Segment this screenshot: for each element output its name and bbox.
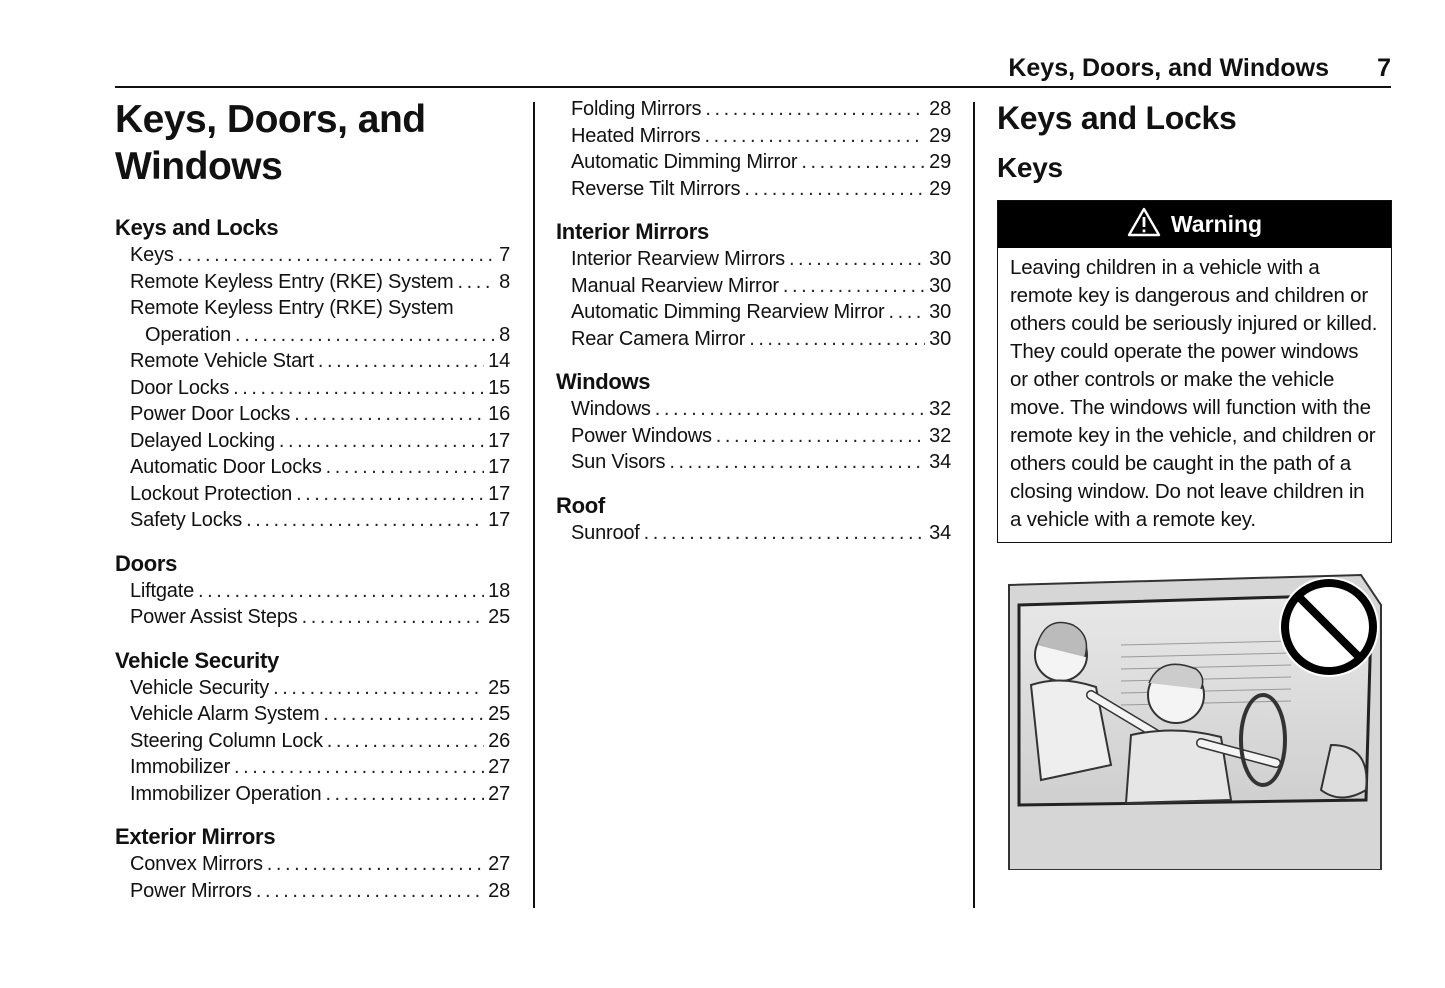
toc-entry-label: Safety Locks <box>130 509 243 531</box>
toc-entry[interactable] <box>556 423 951 450</box>
toc-entry[interactable] <box>556 326 951 353</box>
toc-entry-page: 29 <box>929 151 951 173</box>
toc-entry-label: Immobilizer Operation <box>130 782 322 805</box>
toc-entry-page: 7 <box>499 244 510 266</box>
dot-leader <box>233 375 484 402</box>
dot-leader <box>327 728 484 755</box>
toc-entry-label: Lockout Protection <box>130 482 293 505</box>
toc-entry[interactable] <box>115 269 510 296</box>
dot-leader <box>325 781 484 808</box>
toc-section-heading: Keys and Locks <box>115 215 279 240</box>
dot-leader <box>323 701 484 728</box>
toc-entry[interactable] <box>556 520 951 547</box>
toc-entry-label: Rear Camera Mirror <box>571 327 746 350</box>
children-in-vehicle-prohibited-illustration <box>1001 565 1391 870</box>
toc-entry-page: 14 <box>488 350 510 372</box>
toc-entry-page: 27 <box>488 853 510 875</box>
toc-entry-label: Immobilizer <box>130 756 231 778</box>
dot-leader <box>644 520 925 547</box>
toc-entry-label: Remote Vehicle Start <box>130 350 314 372</box>
toc-entry-label: Liftgate <box>130 579 195 602</box>
dot-leader <box>704 123 925 150</box>
toc-section <box>556 492 951 547</box>
toc-entry-label: Steering Column Lock <box>130 729 323 752</box>
toc-entry[interactable] <box>556 299 951 326</box>
toc-entry-label: Power Windows <box>571 424 712 447</box>
toc-entry-label: Vehicle Security <box>130 676 270 699</box>
toc-section-heading: Roof <box>556 492 605 518</box>
toc-entry-page: 17 <box>488 429 510 452</box>
running-header-title: Keys, Doors, and Windows <box>1008 54 1329 82</box>
toc-entry[interactable] <box>556 149 951 176</box>
toc-entry[interactable] <box>115 675 510 702</box>
toc-entry[interactable] <box>115 348 510 375</box>
toc-entry-page: 16 <box>488 403 510 425</box>
toc-entry-page: 25 <box>488 676 510 699</box>
toc-entry[interactable] <box>115 728 510 755</box>
toc-entry[interactable] <box>556 449 951 476</box>
table-of-contents <box>115 214 510 904</box>
dot-leader <box>705 96 925 123</box>
toc-entry-page: 18 <box>488 579 510 602</box>
toc-section <box>115 647 510 808</box>
toc-section <box>115 823 510 904</box>
toc-entry-page: 29 <box>929 177 951 200</box>
toc-entry[interactable] <box>115 242 510 269</box>
toc-entry-label: Sunroof <box>571 521 640 544</box>
dot-leader <box>246 507 484 534</box>
dot-leader <box>458 269 496 296</box>
toc-entry-page: 30 <box>929 327 951 350</box>
toc-entry-page: 17 <box>488 456 510 478</box>
toc-entry-label: Folding Mirrors <box>571 98 702 120</box>
toc-entry-label: Windows <box>571 398 651 420</box>
section-heading: Keys and Locks <box>997 100 1237 136</box>
toc-entry-label: Automatic Dimming Mirror <box>571 151 798 173</box>
toc-entry-label: Operation <box>145 323 232 346</box>
toc-entry[interactable] <box>115 701 510 728</box>
dot-leader <box>716 423 925 450</box>
toc-column-1 <box>115 96 510 920</box>
dot-leader <box>235 322 495 349</box>
toc-entry[interactable] <box>556 96 951 123</box>
toc-section-heading: Vehicle Security <box>115 647 279 673</box>
toc-entry[interactable] <box>115 754 510 781</box>
table-of-contents <box>556 96 951 546</box>
toc-entry[interactable] <box>115 781 510 808</box>
toc-entry-label: Manual Rearview Mirror <box>571 274 779 297</box>
warning-box <box>997 200 1392 543</box>
toc-entry-label: Door Locks <box>130 376 230 399</box>
chapter-title-line: Windows <box>115 145 283 188</box>
toc-entry-page: 28 <box>488 879 510 902</box>
toc-entry[interactable] <box>115 851 510 878</box>
toc-entry[interactable] <box>115 428 510 455</box>
content-column <box>997 96 1392 543</box>
toc-entry[interactable] <box>115 454 510 481</box>
toc-entry-label: Convex Mirrors <box>130 853 263 875</box>
toc-column-2 <box>556 96 951 562</box>
column-divider <box>533 102 535 908</box>
dot-leader <box>744 176 925 203</box>
dot-leader <box>326 454 485 481</box>
toc-section <box>556 96 951 202</box>
toc-section-heading: Doors <box>115 550 178 576</box>
toc-entry-label: Power Assist Steps <box>130 606 298 628</box>
toc-entry-label: Power Door Locks <box>130 403 291 425</box>
toc-entry[interactable] <box>115 322 510 349</box>
dot-leader <box>178 242 495 269</box>
dot-leader <box>749 326 925 353</box>
page-header <box>115 52 1391 88</box>
toc-entry[interactable] <box>556 273 951 300</box>
toc-section <box>556 368 951 476</box>
toc-entry[interactable] <box>556 176 951 203</box>
toc-entry-page: 29 <box>929 124 951 147</box>
page-number: 7 <box>1377 54 1391 82</box>
toc-entry-page: 17 <box>488 482 510 505</box>
toc-entry-page: 17 <box>488 509 510 531</box>
dot-leader <box>669 449 925 476</box>
toc-entry[interactable] <box>556 396 951 423</box>
toc-entry-page: 30 <box>929 274 951 297</box>
toc-entry[interactable] <box>115 507 510 534</box>
toc-entry-page: 15 <box>488 376 510 399</box>
toc-entry-label: Automatic Door Locks <box>130 456 322 478</box>
toc-entry[interactable] <box>115 401 510 428</box>
toc-entry-label: Keys <box>130 244 174 266</box>
warning-triangle-icon <box>1127 207 1161 243</box>
dot-leader <box>267 851 484 878</box>
dot-leader <box>234 754 484 781</box>
toc-entry-page: 25 <box>488 606 510 628</box>
toc-entry[interactable] <box>556 246 951 273</box>
dot-leader <box>273 675 484 702</box>
toc-entry[interactable] <box>115 578 510 605</box>
toc-section-heading: Interior Mirrors <box>556 219 709 244</box>
dot-leader <box>256 878 484 905</box>
dot-leader <box>655 396 925 423</box>
toc-entry-page: 25 <box>488 703 510 725</box>
toc-entry-label: Automatic Dimming Rearview Mirror <box>571 301 885 323</box>
toc-section-heading: Windows <box>556 369 651 394</box>
toc-entry-label: Sun Visors <box>571 451 666 473</box>
dot-leader <box>801 149 925 176</box>
warning-label: Warning <box>1170 211 1263 237</box>
toc-entry-page: 8 <box>499 270 510 293</box>
toc-entry[interactable] <box>115 878 510 905</box>
dot-leader <box>279 428 484 455</box>
toc-entry-page: 30 <box>929 301 951 323</box>
toc-section <box>115 550 510 631</box>
toc-entry-page: 32 <box>929 398 951 420</box>
toc-entry-page: 32 <box>929 424 951 447</box>
toc-entry[interactable] <box>556 123 951 150</box>
toc-entry-page: 27 <box>488 756 510 778</box>
toc-entry-page: 28 <box>929 98 951 120</box>
subsection-heading: Keys <box>997 152 1063 183</box>
toc-entry[interactable] <box>115 295 510 322</box>
chapter-title <box>115 96 510 190</box>
warning-text: Leaving children in a vehicle with a remote key is dangerous and children or others could be seriously injured or killed. They could operate the power windows or other controls or make the vehicle move. The windows will function with the remote key in the vehicle, and children or others could be caught in the path of a closing window. Do not leave children in a vehicle with a remote key. <box>1010 256 1378 531</box>
toc-entry-label: Vehicle Alarm System <box>130 703 320 725</box>
toc-entry[interactable] <box>115 375 510 402</box>
toc-entry[interactable] <box>115 481 510 508</box>
column-divider <box>973 102 975 908</box>
toc-section <box>115 214 510 534</box>
dot-leader <box>198 578 484 605</box>
toc-entry-label: Reverse Tilt Mirrors <box>571 177 741 200</box>
dot-leader <box>302 604 485 631</box>
toc-entry-label: Interior Rearview Mirrors <box>571 248 785 270</box>
chapter-title-line: Keys, Doors, and <box>115 98 426 141</box>
toc-section-heading: Exterior Mirrors <box>115 824 276 849</box>
toc-entry-label: Heated Mirrors <box>571 124 701 147</box>
toc-entry-page: 34 <box>929 451 951 473</box>
toc-entry-label: Remote Keyless Entry (RKE) System <box>130 270 454 293</box>
toc-entry-page: 34 <box>929 521 951 544</box>
dot-leader <box>888 299 925 326</box>
toc-entry[interactable] <box>115 604 510 631</box>
toc-entry-page: 26 <box>488 729 510 752</box>
toc-entry-label: Power Mirrors <box>130 879 252 902</box>
warning-header <box>998 201 1391 248</box>
toc-entry-page: 27 <box>488 782 510 805</box>
toc-entry-label: Delayed Locking <box>130 429 275 452</box>
dot-leader <box>296 481 484 508</box>
dot-leader <box>294 401 484 428</box>
dot-leader <box>318 348 484 375</box>
toc-entry-label: Remote Keyless Entry (RKE) System <box>130 297 454 319</box>
dot-leader <box>783 273 925 300</box>
toc-entry-page: 8 <box>499 323 510 346</box>
toc-entry-page: 30 <box>929 248 951 270</box>
dot-leader <box>789 246 925 273</box>
toc-section <box>556 218 951 352</box>
